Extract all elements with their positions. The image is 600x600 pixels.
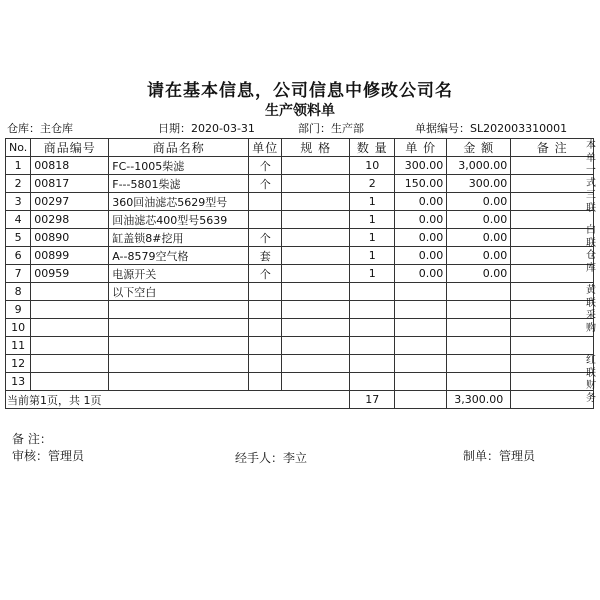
item-name: A--8579空气格 xyxy=(109,247,249,265)
item-code: 00298 xyxy=(31,211,109,229)
item-note xyxy=(511,247,594,265)
item-unit xyxy=(249,355,282,373)
company-name: 请在基本信息，公司信息中修改公司名 xyxy=(147,81,453,101)
item-code: 00890 xyxy=(31,229,109,247)
table-row xyxy=(6,265,594,283)
col-header-qty: 数 量 xyxy=(350,139,395,157)
summary-row xyxy=(6,391,594,409)
item-name: 电源开关 xyxy=(109,265,249,283)
item-quantity: 1 xyxy=(350,247,395,265)
item-price: 0.00 xyxy=(395,265,447,283)
item-note xyxy=(511,319,594,337)
document-number: 单据编号：SL202003310001 xyxy=(415,122,568,135)
item-quantity: 2 xyxy=(350,175,395,193)
handler: 经手人：李立 xyxy=(235,451,308,465)
item-spec xyxy=(282,373,350,391)
item-quantity xyxy=(350,355,395,373)
item-quantity xyxy=(350,373,395,391)
item-spec xyxy=(282,247,350,265)
item-code: 00297 xyxy=(31,193,109,211)
table-row xyxy=(6,247,594,265)
item-name: 缸盖锁8#挖用 xyxy=(109,229,249,247)
item-note xyxy=(511,211,594,229)
item-amount: 0.00 xyxy=(447,229,511,247)
item-quantity: 1 xyxy=(350,265,395,283)
item-unit xyxy=(249,301,282,319)
side-note-copies: 本 单 一 式 三 联 xyxy=(586,140,596,214)
item-unit xyxy=(249,193,282,211)
col-header-unit: 单位 xyxy=(249,139,282,157)
item-code xyxy=(31,373,109,391)
document-maker: 制单：管理员 xyxy=(463,449,536,463)
item-price: 0.00 xyxy=(395,193,447,211)
col-header-spec: 规 格 xyxy=(282,139,350,157)
reviewer: 审核：管理员 xyxy=(12,449,85,463)
item-note xyxy=(511,337,594,355)
col-header-no: No. xyxy=(6,139,31,157)
item-spec xyxy=(282,337,350,355)
item-quantity xyxy=(350,337,395,355)
item-unit xyxy=(249,211,282,229)
item-spec xyxy=(282,193,350,211)
row-number: 9 xyxy=(6,301,31,319)
item-amount xyxy=(447,283,511,301)
row-number: 13 xyxy=(6,373,31,391)
item-unit xyxy=(249,283,282,301)
item-amount: 0.00 xyxy=(447,193,511,211)
col-header-name: 商品名称 xyxy=(109,139,249,157)
col-header-note: 备 注 xyxy=(511,139,594,157)
item-name xyxy=(109,301,249,319)
item-amount xyxy=(447,355,511,373)
remarks-label: 备 注： xyxy=(12,432,52,446)
item-code: 00959 xyxy=(31,265,109,283)
summary-price-cell xyxy=(395,391,447,409)
total-quantity: 17 xyxy=(350,391,395,409)
item-unit xyxy=(249,373,282,391)
item-code: 00899 xyxy=(31,247,109,265)
col-header-code: 商品编号 xyxy=(31,139,109,157)
col-header-price: 单 价 xyxy=(395,139,447,157)
row-number: 5 xyxy=(6,229,31,247)
item-name: 以下空白 xyxy=(109,283,249,301)
item-name xyxy=(109,373,249,391)
item-quantity xyxy=(350,301,395,319)
item-quantity: 1 xyxy=(350,211,395,229)
item-amount: 0.00 xyxy=(447,211,511,229)
item-note xyxy=(511,229,594,247)
item-spec xyxy=(282,211,350,229)
row-number: 7 xyxy=(6,265,31,283)
item-code: 00817 xyxy=(31,175,109,193)
row-number: 4 xyxy=(6,211,31,229)
item-note xyxy=(511,157,594,175)
item-amount: 3,000.00 xyxy=(447,157,511,175)
items-table xyxy=(5,138,594,409)
item-price xyxy=(395,319,447,337)
item-unit: 套 xyxy=(249,247,282,265)
item-price xyxy=(395,337,447,355)
table-row xyxy=(6,193,594,211)
item-quantity: 1 xyxy=(350,193,395,211)
item-unit: 个 xyxy=(249,157,282,175)
table-row xyxy=(6,355,594,373)
item-unit: 个 xyxy=(249,265,282,283)
item-name: 回油滤芯400型号5639 xyxy=(109,211,249,229)
item-amount: 0.00 xyxy=(447,247,511,265)
item-name xyxy=(109,355,249,373)
row-number: 11 xyxy=(6,337,31,355)
item-unit xyxy=(249,337,282,355)
item-spec xyxy=(282,265,350,283)
item-quantity xyxy=(350,319,395,337)
item-code xyxy=(31,301,109,319)
item-amount xyxy=(447,373,511,391)
item-code xyxy=(31,355,109,373)
item-spec xyxy=(282,283,350,301)
table-row xyxy=(6,157,594,175)
item-unit xyxy=(249,319,282,337)
item-unit: 个 xyxy=(249,229,282,247)
date-info: 日期：2020-03-31 xyxy=(158,122,255,135)
table-row xyxy=(6,373,594,391)
col-header-amount: 金 额 xyxy=(447,139,511,157)
table-row xyxy=(6,319,594,337)
item-amount: 300.00 xyxy=(447,175,511,193)
item-spec xyxy=(282,355,350,373)
item-name: 360回油滤芯5629型号 xyxy=(109,193,249,211)
table-row xyxy=(6,229,594,247)
item-price: 300.00 xyxy=(395,157,447,175)
table-header-row xyxy=(6,139,594,157)
item-price xyxy=(395,283,447,301)
item-price xyxy=(395,301,447,319)
item-price xyxy=(395,373,447,391)
table-row xyxy=(6,337,594,355)
item-note xyxy=(511,193,594,211)
item-spec xyxy=(282,301,350,319)
side-note-yellow: 黄 联 采 购 xyxy=(586,285,596,334)
item-amount: 0.00 xyxy=(447,265,511,283)
item-amount xyxy=(447,337,511,355)
item-note xyxy=(511,175,594,193)
row-number: 1 xyxy=(6,157,31,175)
item-code xyxy=(31,337,109,355)
item-code: 00818 xyxy=(31,157,109,175)
item-amount xyxy=(447,301,511,319)
item-note xyxy=(511,373,594,391)
side-note-white: 白 联 仓 库 xyxy=(586,225,596,274)
item-spec xyxy=(282,319,350,337)
item-quantity: 1 xyxy=(350,229,395,247)
item-price: 0.00 xyxy=(395,229,447,247)
table-row xyxy=(6,211,594,229)
row-number: 8 xyxy=(6,283,31,301)
item-quantity xyxy=(350,283,395,301)
table-row xyxy=(6,283,594,301)
item-price xyxy=(395,355,447,373)
summary-note-cell xyxy=(511,391,594,409)
row-number: 6 xyxy=(6,247,31,265)
document-title: 生产领料单 xyxy=(265,103,335,119)
item-note xyxy=(511,355,594,373)
row-number: 10 xyxy=(6,319,31,337)
item-price: 0.00 xyxy=(395,247,447,265)
item-note xyxy=(511,265,594,283)
item-code xyxy=(31,283,109,301)
item-unit: 个 xyxy=(249,175,282,193)
item-price: 0.00 xyxy=(395,211,447,229)
total-amount: 3,300.00 xyxy=(447,391,511,409)
row-number: 2 xyxy=(6,175,31,193)
item-spec xyxy=(282,175,350,193)
row-number: 12 xyxy=(6,355,31,373)
item-name: FC--1005柴滤 xyxy=(109,157,249,175)
item-quantity: 10 xyxy=(350,157,395,175)
item-code xyxy=(31,319,109,337)
item-spec xyxy=(282,229,350,247)
item-spec xyxy=(282,157,350,175)
side-note-red: 红 联 财 务 xyxy=(586,355,596,404)
page-indicator: 当前第1页，共 1页 xyxy=(6,391,350,409)
item-price: 150.00 xyxy=(395,175,447,193)
item-name xyxy=(109,319,249,337)
department-info: 部门：生产部 xyxy=(298,122,364,135)
row-number: 3 xyxy=(6,193,31,211)
warehouse-info: 仓库：主仓库 xyxy=(7,122,73,135)
table-row xyxy=(6,175,594,193)
item-name xyxy=(109,337,249,355)
item-note xyxy=(511,283,594,301)
item-amount xyxy=(447,319,511,337)
item-note xyxy=(511,301,594,319)
item-name: F---5801柴滤 xyxy=(109,175,249,193)
table-row xyxy=(6,301,594,319)
